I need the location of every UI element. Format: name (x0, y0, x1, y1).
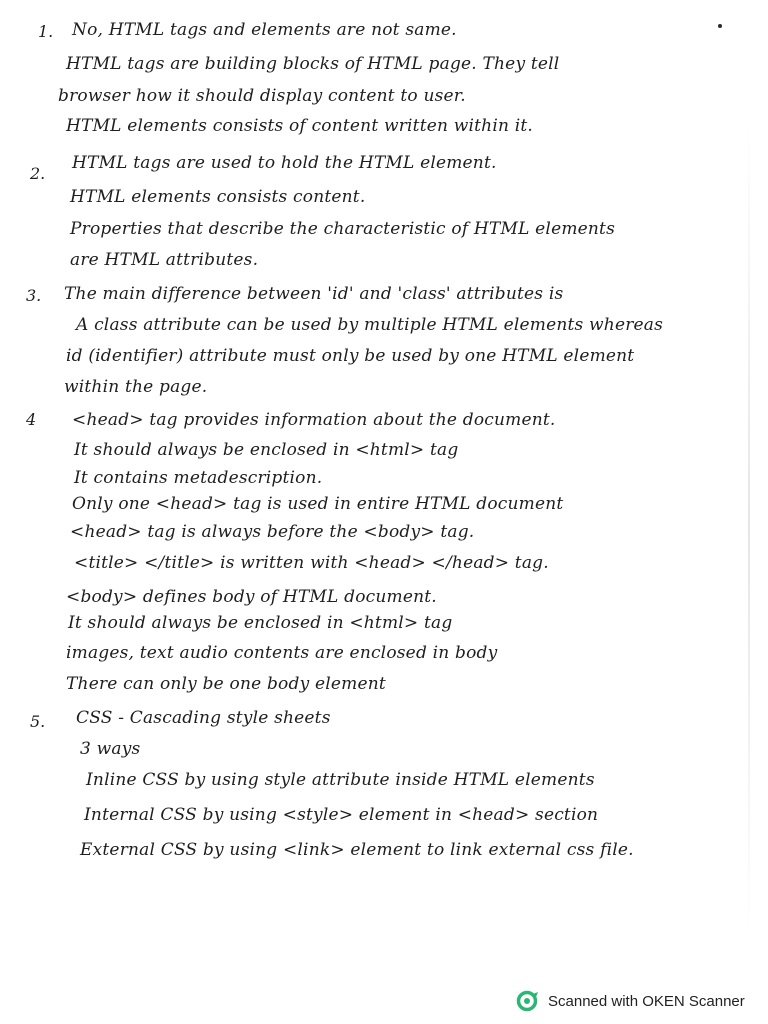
scanner-watermark (516, 990, 745, 1012)
item-2-line-1: HTML tags are used to hold the HTML element. (72, 153, 497, 173)
item-4-line-7: <body> defines body of HTML document. (66, 587, 437, 607)
item-4-line-2: It should always be enclosed in <html> tag (74, 440, 459, 460)
item-3-line-4: within the page. (64, 377, 208, 397)
item-3-line-1: The main difference between 'id' and 'class' attributes is (64, 284, 564, 304)
item-5-line-3: Inline CSS by using style attribute inside HTML elements (86, 770, 595, 790)
item-3-number: 3. (26, 286, 42, 305)
item-4-line-9: images, text audio contents are enclosed in body (66, 643, 498, 663)
scanner-watermark-text: Scanned with OKEN Scanner (548, 992, 745, 1010)
item-5-line-4: Internal CSS by using <style> element in <head> section (84, 805, 599, 825)
scan-edge-shadow (748, 120, 750, 940)
item-5-number: 5. (30, 712, 46, 731)
item-5-line-5: External CSS by using <link> element to link external css file. (80, 840, 634, 860)
item-2-number: 2. (30, 164, 46, 183)
item-4-line-1: <head> tag provides information about the document. (72, 410, 556, 430)
item-1-line-1: No, HTML tags and elements are not same. (72, 20, 457, 40)
item-4-line-3: It contains metadescription. (74, 468, 323, 488)
item-3-line-2: A class attribute can be used by multiple HTML elements whereas (76, 315, 664, 335)
item-5-line-1: CSS - Cascading style sheets (76, 708, 331, 728)
item-1-line-3: browser how it should display content to user. (58, 86, 466, 106)
item-4-line-6: <title> </title> is written with <head> </head> tag. (74, 553, 549, 573)
item-4-line-5: <head> tag is always before the <body> tag. (70, 522, 475, 542)
item-1-number: 1. (38, 22, 54, 41)
item-4-line-4: Only one <head> tag is used in entire HTML document (72, 494, 564, 514)
item-4-line-8: It should always be enclosed in <html> tag (68, 613, 453, 633)
item-3-line-3: id (identifier) attribute must only be used by one HTML element (66, 346, 635, 366)
item-4-number: 4 (26, 410, 37, 429)
item-2-line-3: Properties that describe the characteristic of HTML elements (70, 219, 616, 239)
item-1-line-4: HTML elements consists of content written within it. (66, 116, 533, 136)
oken-scanner-logo-icon (516, 990, 540, 1012)
item-1-line-2: HTML tags are building blocks of HTML page. They tell (66, 54, 560, 74)
item-2-line-2: HTML elements consists content. (70, 187, 366, 207)
ink-dot (718, 24, 722, 28)
item-5-line-2: 3 ways (80, 739, 141, 759)
item-2-line-4: are HTML attributes. (70, 250, 259, 270)
item-4-line-10: There can only be one body element (66, 674, 386, 694)
